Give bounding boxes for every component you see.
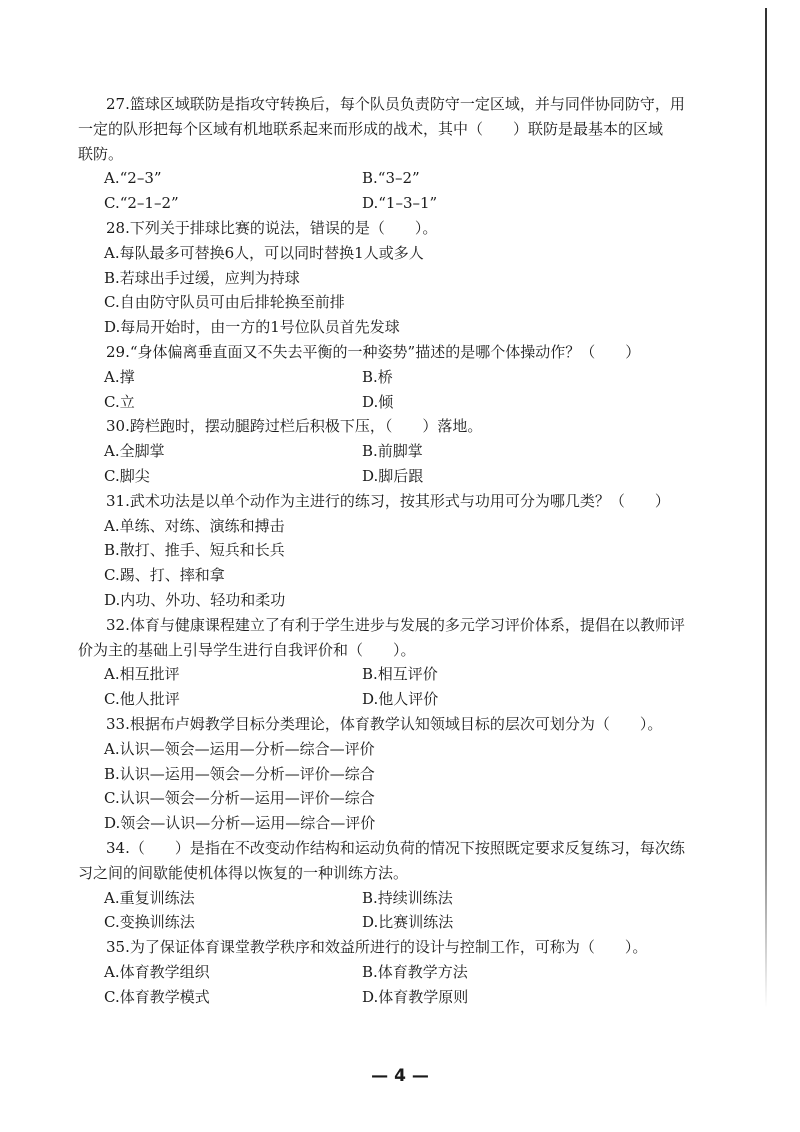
answer-option: C.自由防守队员可由后排轮换至前排 <box>104 293 345 312</box>
question-27 <box>78 92 738 216</box>
option-row <box>78 390 738 415</box>
answer-option: D.倾 <box>362 392 394 411</box>
option-row <box>78 960 738 985</box>
answer-option: B.认识—运用—领会—分析—评价—综合 <box>104 764 375 783</box>
answer-option: C.认识—领会—分析—运用—评价—综合 <box>104 789 375 808</box>
question-stem-line: 价为主的基础上引导学生进行自我评价和（ ）。 <box>78 640 416 659</box>
answer-option: D.每局开始时，由一方的1号位队员首先发球 <box>104 318 400 337</box>
question-stem-line: 34.（ ）是指在不改变动作结构和运动负荷的情况下按照既定要求反复练习，每次练 <box>106 838 685 857</box>
answer-option: D.体育教学原则 <box>362 987 469 1006</box>
question-stem-line: 联防。 <box>78 144 124 163</box>
option-row <box>78 687 738 712</box>
answer-option: D.“1–3–1” <box>362 194 438 213</box>
answer-option: B.桥 <box>362 367 393 386</box>
answer-option: C.踢、打、摔和拿 <box>104 566 225 585</box>
answer-option: A.重复训练法 <box>104 888 195 907</box>
answer-option: A.全脚掌 <box>104 442 165 461</box>
answer-option: B.前脚掌 <box>362 442 423 461</box>
answer-option: B.若球出手过缓，应判为持球 <box>104 268 300 287</box>
option-row <box>78 365 738 390</box>
question-stem-line: 27.篮球区域联防是指攻守转换后，每个队员负责防守一定区域，并与同伴协同防守，用 <box>106 95 685 113</box>
answer-option: D.领会—认识—分析—运用—综合—评价 <box>104 814 376 833</box>
question-stem-line: 29.“身体偏离垂直面又不失去平衡的一种姿势”描述的是哪个体操动作？（ ） <box>106 342 641 361</box>
option-row <box>78 191 738 216</box>
question-stem-line: 30.跨栏跑时，摆动腿跨过栏后积极下压，（ ）落地。 <box>106 417 483 436</box>
answer-option: A.体育教学组织 <box>104 962 210 981</box>
question-30 <box>78 414 738 488</box>
question-29 <box>78 340 738 414</box>
question-stem-line: 28.下列关于排球比赛的说法，错误的是（ ）。 <box>106 218 438 237</box>
answer-option: B.相互评价 <box>362 665 438 684</box>
question-33 <box>78 712 738 836</box>
answer-option: A.单练、对练、演练和搏击 <box>104 516 285 535</box>
answer-option: A.每队最多可替换6人，可以同时替换1人或多人 <box>104 243 424 262</box>
answer-option: A.认识—领会—运用—分析—综合—评价 <box>104 739 375 758</box>
answer-option: D.比赛训练法 <box>362 913 454 932</box>
question-list <box>78 92 738 1009</box>
option-row <box>78 662 738 687</box>
option-row <box>78 166 738 191</box>
option-row <box>78 985 738 1010</box>
answer-option: D.脚后跟 <box>362 466 424 485</box>
option-row <box>78 886 738 911</box>
answer-option: D.他人评价 <box>362 690 439 709</box>
question-34 <box>78 836 738 935</box>
option-row <box>78 439 738 464</box>
answer-option: C.体育教学模式 <box>104 987 210 1006</box>
answer-option: C.变换训练法 <box>104 913 195 932</box>
question-stem-line: 32.体育与健康课程建立了有利于学生进步与发展的多元学习评价体系，提倡在以教师评 <box>106 615 685 634</box>
answer-option: C.立 <box>104 392 135 411</box>
option-row <box>78 910 738 935</box>
answer-option: C.他人批评 <box>104 690 180 709</box>
answer-option: B.体育教学方法 <box>362 962 468 981</box>
answer-option: A.撑 <box>104 367 135 386</box>
question-stem-line: 33.根据布卢姆教学目标分类理论，体育教学认知领域目标的层次可划分为（ ）。 <box>106 714 663 733</box>
question-31 <box>78 489 738 613</box>
answer-option: C.脚尖 <box>104 466 150 485</box>
answer-option: B.持续训练法 <box>362 888 453 907</box>
question-stem-line: 一定的队形把每个区域有机地联系起来而形成的战术，其中（ ）联防是最基本的区域 <box>78 119 664 138</box>
question-stem-line: 习之间的间歇能使机体得以恢复的一种训练方法。 <box>78 863 409 882</box>
answer-option: C.“2–1–2” <box>104 194 179 213</box>
question-35 <box>78 935 738 1009</box>
option-row <box>78 464 738 489</box>
question-28 <box>78 216 738 340</box>
page-number: — 4 — <box>371 1066 429 1086</box>
answer-option: B.散打、推手、短兵和长兵 <box>104 541 285 560</box>
answer-option: B.“3–2” <box>362 169 420 188</box>
answer-option: D.内功、外功、轻功和柔功 <box>104 590 286 609</box>
answer-option: A.“2–3” <box>104 169 162 188</box>
scan-edge-line <box>765 8 767 1008</box>
question-stem-line: 35.为了保证体育课堂教学秩序和效益所进行的设计与控制工作，可称为（ ）。 <box>106 938 648 957</box>
question-stem-line: 31.武术功法是以单个动作为主进行的练习，按其形式与功用可分为哪几类？（ ） <box>106 491 670 510</box>
question-32 <box>78 613 738 712</box>
answer-option: A.相互批评 <box>104 665 180 684</box>
